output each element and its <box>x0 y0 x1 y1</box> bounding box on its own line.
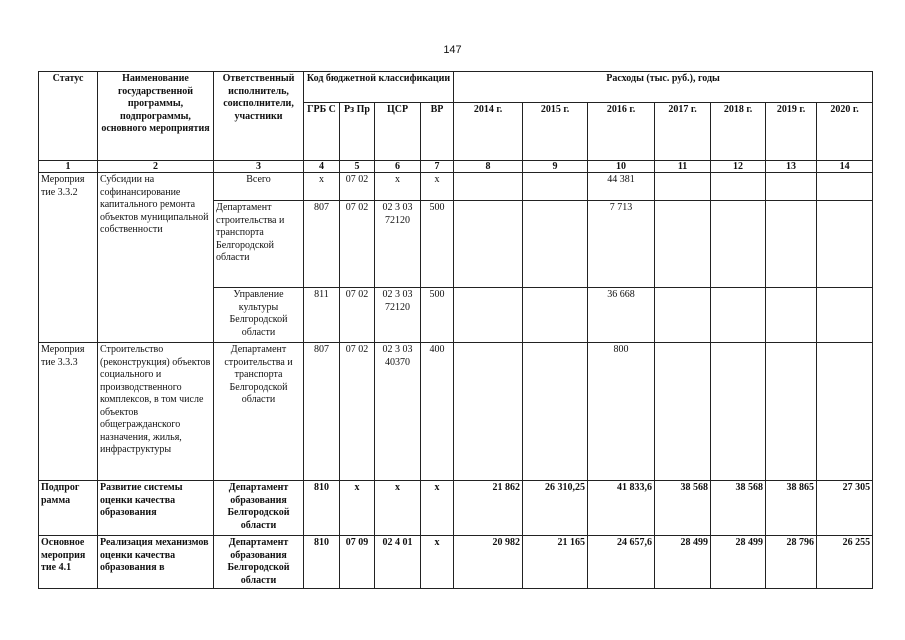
cell-2016: 41 833,6 <box>588 481 655 536</box>
column-number: 6 <box>375 161 421 173</box>
header-year: 2015 г. <box>523 103 588 161</box>
page-number: 147 <box>443 44 462 56</box>
cell-2018 <box>711 343 766 481</box>
cell-2014 <box>454 343 523 481</box>
cell-2017 <box>655 288 711 343</box>
column-number: 11 <box>655 161 711 173</box>
cell-2017 <box>655 173 711 201</box>
column-number: 9 <box>523 161 588 173</box>
row-executor: Департамент образования Белгородской области <box>214 481 304 536</box>
header-grbs: ГРБ С <box>304 103 340 161</box>
cell-rzpr: 07 02 <box>340 173 375 201</box>
column-number: 8 <box>454 161 523 173</box>
cell-2016: 24 657,6 <box>588 536 655 589</box>
header-expenses: Расходы (тыс. руб.), годы <box>454 72 873 103</box>
column-number: 14 <box>817 161 873 173</box>
cell-2019 <box>766 288 817 343</box>
column-number: 5 <box>340 161 375 173</box>
column-number-row <box>39 161 873 173</box>
cell-2018 <box>711 173 766 201</box>
cell-2020 <box>817 288 873 343</box>
row-name: Строительство (реконструкция) объектов социального и производственного комплексов, в том числе объектов общегражданского назначения, жилья, инфраструктуры <box>98 343 214 481</box>
header-year: 2016 г. <box>588 103 655 161</box>
row-executor: Всего <box>214 173 304 201</box>
cell-2018: 28 499 <box>711 536 766 589</box>
header-name: Наименование государственной программы, подпрограммы, основного мероприятия <box>98 72 214 161</box>
header-executor: Ответственный исполнитель, соисполнители, участники <box>214 72 304 161</box>
row-status: Основное мероприя тие 4.1 <box>39 536 98 589</box>
header-vr: ВР <box>421 103 454 161</box>
cell-vr: 400 <box>421 343 454 481</box>
header-budget-code: Код бюджетной классификации <box>304 72 454 103</box>
cell-grbs: 811 <box>304 288 340 343</box>
row-executor: Департамент строительства и транспорта Белгородской области <box>214 343 304 481</box>
cell-2016: 7 713 <box>588 201 655 288</box>
cell-2016: 36 668 <box>588 288 655 343</box>
cell-grbs: 810 <box>304 536 340 589</box>
cell-2017: 38 568 <box>655 481 711 536</box>
column-number: 13 <box>766 161 817 173</box>
cell-2019: 28 796 <box>766 536 817 589</box>
cell-csr: х <box>375 173 421 201</box>
cell-2019 <box>766 173 817 201</box>
row-executor: Департамент образования Белгородской области <box>214 536 304 589</box>
cell-2015 <box>523 288 588 343</box>
cell-grbs: 807 <box>304 201 340 288</box>
cell-vr: 500 <box>421 288 454 343</box>
cell-2020: 27 305 <box>817 481 873 536</box>
cell-2018: 38 568 <box>711 481 766 536</box>
cell-2020 <box>817 343 873 481</box>
cell-2019 <box>766 343 817 481</box>
cell-2017 <box>655 343 711 481</box>
column-number: 3 <box>214 161 304 173</box>
budget-table <box>38 71 873 589</box>
cell-2015: 26 310,25 <box>523 481 588 536</box>
cell-2020: 26 255 <box>817 536 873 589</box>
column-number: 2 <box>98 161 214 173</box>
header-year: 2019 г. <box>766 103 817 161</box>
cell-rzpr: 07 09 <box>340 536 375 589</box>
row-name: Субсидии на софинансирование капитального ремонта объектов муниципальной собственности <box>98 173 214 343</box>
cell-2014: 21 862 <box>454 481 523 536</box>
cell-2014 <box>454 288 523 343</box>
table-row <box>39 536 873 589</box>
cell-2015 <box>523 173 588 201</box>
row-status: Подпрог рамма <box>39 481 98 536</box>
cell-vr: х <box>421 173 454 201</box>
cell-2017: 28 499 <box>655 536 711 589</box>
column-number: 7 <box>421 161 454 173</box>
row-name: Развитие системы оценки качества образования <box>98 481 214 536</box>
row-executor: Управление культуры Белгородской области <box>214 288 304 343</box>
cell-2015 <box>523 201 588 288</box>
cell-2018 <box>711 288 766 343</box>
cell-2016: 44 381 <box>588 173 655 201</box>
cell-csr: х <box>375 481 421 536</box>
cell-csr: 02 3 03 40370 <box>375 343 421 481</box>
header-year: 2018 г. <box>711 103 766 161</box>
column-number: 12 <box>711 161 766 173</box>
cell-2015: 21 165 <box>523 536 588 589</box>
cell-2018 <box>711 201 766 288</box>
table-row <box>39 481 873 536</box>
header-rzpr: Рз Пр <box>340 103 375 161</box>
cell-vr: 500 <box>421 201 454 288</box>
cell-vr: х <box>421 536 454 589</box>
cell-csr: 02 3 03 72120 <box>375 201 421 288</box>
cell-csr: 02 4 01 <box>375 536 421 589</box>
cell-csr: 02 3 03 72120 <box>375 288 421 343</box>
cell-2014: 20 982 <box>454 536 523 589</box>
cell-2019 <box>766 201 817 288</box>
cell-2016: 800 <box>588 343 655 481</box>
cell-rzpr: х <box>340 481 375 536</box>
row-status: Мероприя тие 3.3.3 <box>39 343 98 481</box>
row-executor: Департамент строительства и транспорта Белгородской области <box>214 201 304 288</box>
cell-rzpr: 07 02 <box>340 288 375 343</box>
cell-2019: 38 865 <box>766 481 817 536</box>
header-row-1 <box>39 72 873 103</box>
table-row <box>39 173 873 201</box>
header-year: 2014 г. <box>454 103 523 161</box>
row-name: Реализация механизмов оценки качества образования в <box>98 536 214 589</box>
header-year: 2017 г. <box>655 103 711 161</box>
column-number: 4 <box>304 161 340 173</box>
cell-2014 <box>454 173 523 201</box>
cell-2020 <box>817 173 873 201</box>
cell-grbs: х <box>304 173 340 201</box>
cell-2020 <box>817 201 873 288</box>
column-number: 10 <box>588 161 655 173</box>
cell-rzpr: 07 02 <box>340 343 375 481</box>
cell-2017 <box>655 201 711 288</box>
cell-2015 <box>523 343 588 481</box>
header-year: 2020 г. <box>817 103 873 161</box>
row-status: Мероприя тие 3.3.2 <box>39 173 98 343</box>
header-csr: ЦСР <box>375 103 421 161</box>
cell-rzpr: 07 02 <box>340 201 375 288</box>
header-status: Статус <box>39 72 98 161</box>
cell-2014 <box>454 201 523 288</box>
table-row <box>39 343 873 481</box>
cell-grbs: 807 <box>304 343 340 481</box>
cell-vr: х <box>421 481 454 536</box>
column-number: 1 <box>39 161 98 173</box>
cell-grbs: 810 <box>304 481 340 536</box>
